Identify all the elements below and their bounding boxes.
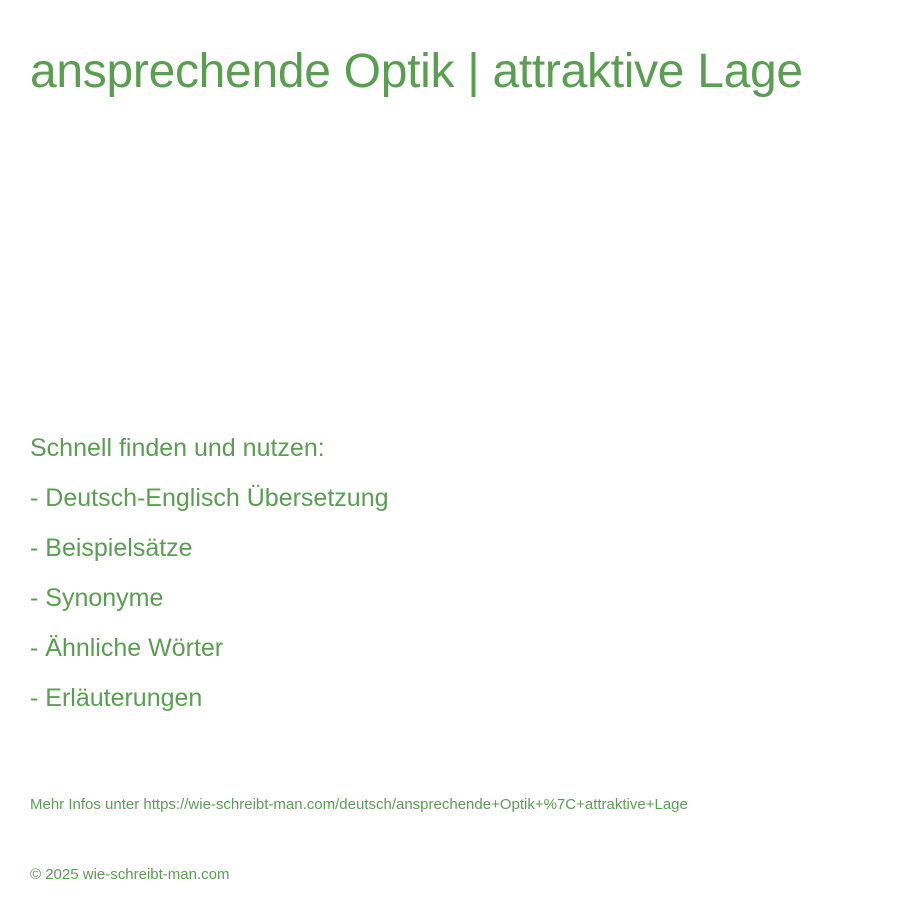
feature-list [30,423,389,723]
feature-list-heading: Schnell finden und nutzen: [30,434,325,462]
more-info-url: https://wie-schreibt-man.com/deutsch/ansprechende+Optik+%7C+attraktive+Lage [143,796,688,813]
page-title: ansprechende Optik | attraktive Lage [30,45,803,98]
feature-item-synonyms: - Synonyme [30,584,164,612]
feature-item-example-sentences: - Beispielsätze [30,534,193,562]
more-info-label: Mehr Infos unter [30,796,144,813]
more-info-line [30,795,688,815]
feature-item-translation: - Deutsch-Englisch Übersetzung [30,484,389,512]
copyright-notice: © 2025 wie-schreibt-man.com [30,866,230,883]
feature-item-explanations: - Erläuterungen [30,684,203,712]
feature-item-similar-words: - Ähnliche Wörter [30,634,224,662]
